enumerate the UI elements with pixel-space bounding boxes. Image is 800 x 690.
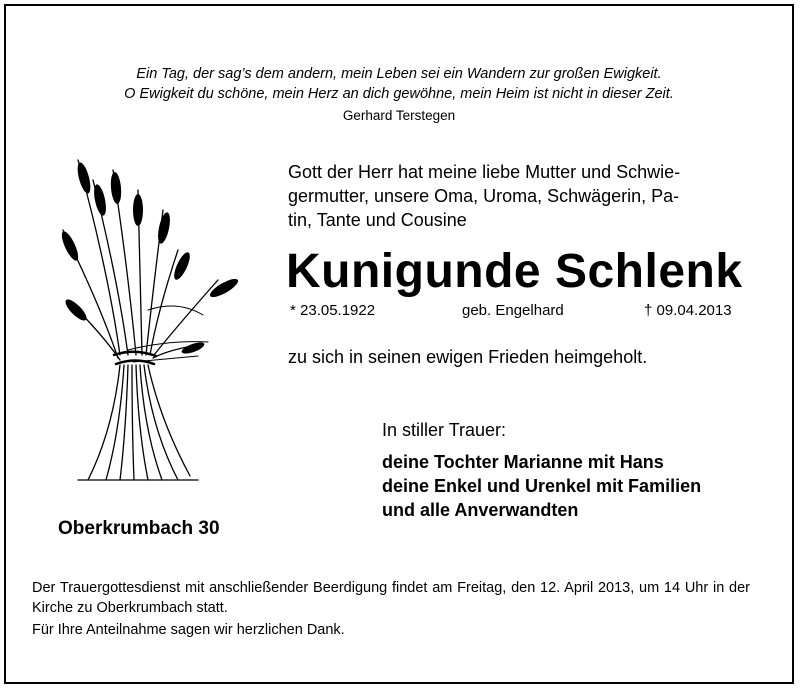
mourner-line: deine Enkel und Urenkel mit Familien bbox=[382, 476, 702, 496]
closing-text: zu sich in seinen ewigen Frieden heimgeholt. bbox=[288, 347, 648, 367]
intro-line: Gott der Herr hat meine liebe Mutter und Schwie- bbox=[288, 162, 681, 182]
mourner-line: und alle Anverwandten bbox=[382, 500, 579, 520]
birth-date: * 23.05.1922 bbox=[290, 302, 376, 319]
intro-text bbox=[288, 160, 748, 232]
maiden-name: geb. Engelhard bbox=[462, 302, 564, 319]
address: Oberkrumbach 30 bbox=[58, 518, 220, 539]
intro-line: germutter, unsere Oma, Uroma, Schwägerin, Pa- bbox=[288, 186, 680, 206]
obituary-notice bbox=[4, 4, 794, 684]
poem-line-2: O Ewigkeit du schöne, mein Herz an dich gewöhne, mein Heim ist nicht in dieser Zeit. bbox=[124, 86, 674, 102]
poem-line-1: Ein Tag, der sag’s dem andern, mein Leben sei ein Wandern zur großen Ewigkeit. bbox=[136, 66, 662, 82]
deceased-name: Kunigunde Schlenk bbox=[286, 245, 743, 298]
poem-author: Gerhard Terstegen bbox=[342, 108, 456, 123]
service-info: Der Trauergottesdienst mit anschließender Beerdigung findet am Freitag, den 12. April 2013, um 14 Uhr in der Kirche zu Oberkrumbach statt. bbox=[32, 580, 750, 616]
wheat-sheaf-icon bbox=[58, 150, 248, 490]
mourner-line: deine Tochter Marianne mit Hans bbox=[382, 452, 664, 472]
mourners-list bbox=[382, 450, 701, 522]
intro-line: tin, Tante und Cousine bbox=[288, 210, 467, 230]
mourners-label: In stiller Trauer: bbox=[382, 420, 507, 440]
thanks-text: Für Ihre Anteilnahme sagen wir herzlichen Dank. bbox=[32, 622, 345, 638]
death-date: † 09.04.2013 bbox=[644, 302, 732, 319]
